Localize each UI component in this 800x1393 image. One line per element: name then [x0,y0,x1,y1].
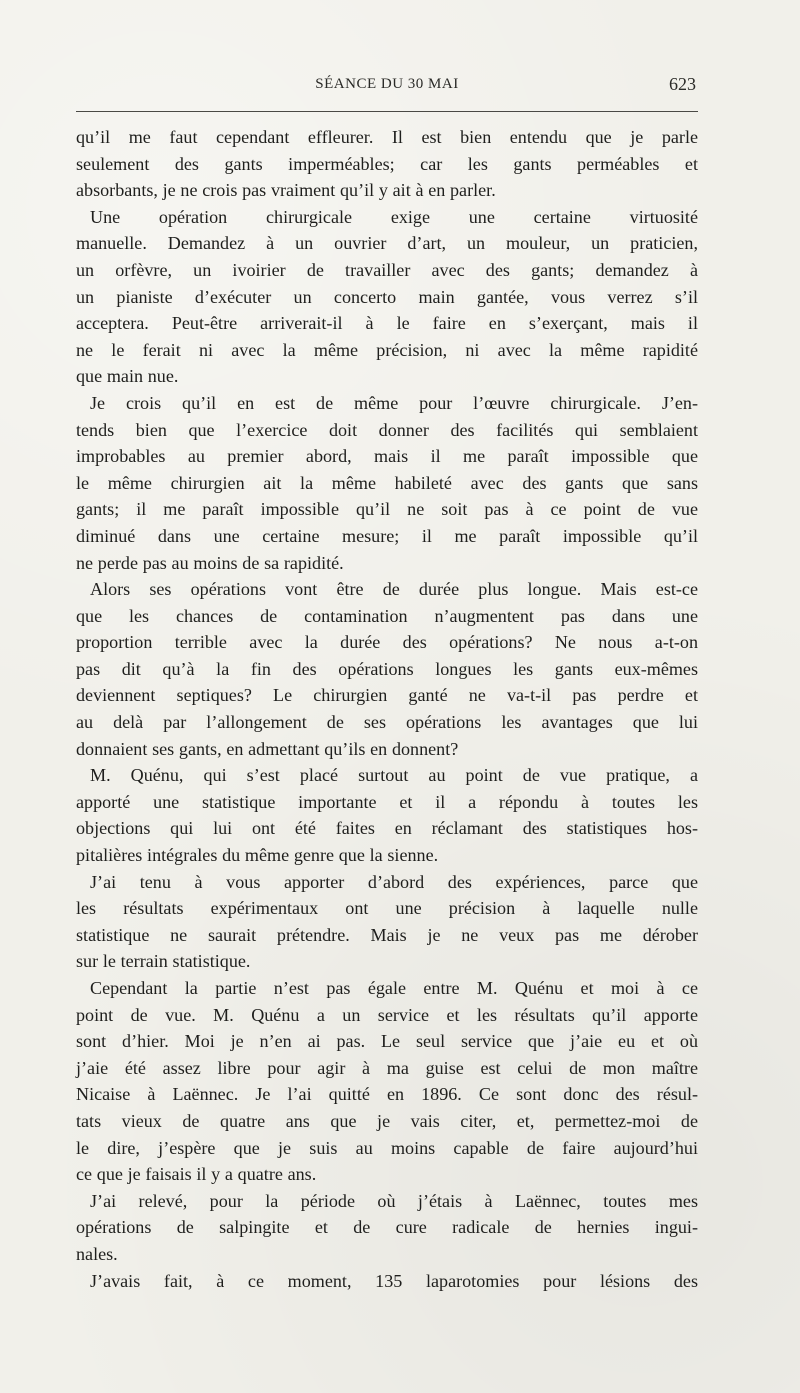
text-line: deviennent septiques? Le chirurgien ganté ne va-t-il pas perdre et [76,685,698,706]
text-line: objections qui lui ont été faites en réclamant des statistiques hos- [76,818,698,839]
paragraph [76,762,698,868]
paragraph [76,390,698,576]
text-line: diminué dans une certaine mesure; il me paraît impossible qu’il [76,525,698,546]
text-line: acceptera. Peut-être arriverait-il à le faire en s’exerçant, mais il [76,313,698,334]
text-line: proportion terrible avec la durée des opérations? Ne nous a-t-on [76,632,698,653]
page-number: 623 [669,74,696,94]
text-line: absorbants, je ne crois pas vraiment qu’il y ait à en parler. [76,180,496,201]
text-line: ce que je faisais il y a quatre ans. [76,1164,317,1185]
paragraph [76,869,698,975]
text-line: opérations de salpingite et de cure radicale de hernies ingui- [76,1217,698,1238]
text-line: sont d’hier. Moi je n’en ai pas. Le seul service que j’aie eu et où [76,1031,698,1052]
text-line: ne perde pas au moins de sa rapidité. [76,552,344,573]
text-line: un orfèvre, un ivoirier de travailler avec des gants; demandez à [76,259,698,280]
text-line: sur le terrain statistique. [76,951,251,972]
paragraph [76,1188,698,1268]
text-line: M. Quénu, qui s’est placé surtout au point de vue pratique, a [90,765,698,786]
paragraph [76,204,698,390]
text-line: nales. [76,1243,118,1264]
text-line: pas dit qu’à la fin des opérations longues les gants eux-mêmes [76,658,698,679]
text-line: au delà par l’allongement de ses opérations les avantages que lui [76,712,698,733]
text-line: Je crois qu’il en est de même pour l’œuvre chirurgicale. J’en- [90,392,698,413]
text-line: les résultats expérimentaux ont une précision à laquelle nulle [76,898,698,919]
paragraph [76,576,698,762]
header-rule [76,111,698,112]
text-line: manuelle. Demandez à un ouvrier d’art, un mouleur, un praticien, [76,233,698,254]
text-line: J’ai relevé, pour la période où j’étais à Laënnec, toutes mes [90,1190,698,1211]
text-line: donnaient ses gants, en admettant qu’ils en donnent? [76,738,459,759]
text-line: ne le ferait ni avec la même précision, ni avec la même rapidité [76,339,698,360]
text-line: J’avais fait, à ce moment, 135 laparotomies pour lésions des [90,1270,698,1291]
text-line: seulement des gants imperméables; car les gants perméables et [76,153,698,174]
page-header [78,68,696,102]
text-line: improbables au premier abord, mais il me paraît impossible que [76,446,698,467]
text-line: statistique ne saurait prétendre. Mais je ne veux pas me dérober [76,924,698,945]
paragraph [76,124,698,204]
text-line: tats vieux de quatre ans que je vais citer, et, permettez-moi de [76,1110,698,1131]
text-line: le même chirurgien ait la même habileté avec des gants que sans [76,472,698,493]
paragraph [76,1268,698,1295]
body-text [76,124,698,1294]
text-line: un pianiste d’exécuter un concerto main gantée, vous verrez s’il [76,286,698,307]
text-line: point de vue. M. Quénu a un service et les résultats qu’il apporte [76,1004,698,1025]
text-line: Nicaise à Laënnec. Je l’ai quitté en 1896. Ce sont donc des résul- [76,1084,698,1105]
text-line: apporté une statistique importante et il a répondu à toutes les [76,791,698,812]
text-line: que main nue. [76,366,179,387]
text-line: tends bien que l’exercice doit donner des facilités qui semblaient [76,419,698,440]
text-line: Alors ses opérations vont être de durée plus longue. Mais est-ce [90,579,698,600]
running-title: SÉANCE DU 30 MAI [315,76,459,92]
text-line: Cependant la partie n’est pas égale entre M. Quénu et moi à ce [90,978,698,998]
paragraph [76,975,698,1188]
text-line: pitalières intégrales du même genre que la sienne. [76,845,439,866]
text-line: qu’il me faut cependant effleurer. Il est bien entendu que je parle [76,127,698,147]
text-line: gants; il me paraît impossible qu’il ne soit pas à ce point de vue [76,499,698,520]
text-line: le dire, j’espère que je suis au moins capable de faire aujourd’hui [76,1137,698,1158]
text-line: j’aie été assez libre pour agir à ma guise est celui de mon maître [76,1057,698,1078]
text-line: Une opération chirurgicale exige une certaine virtuosité [90,206,698,227]
text-line: J’ai tenu à vous apporter d’abord des expériences, parce que [90,871,698,892]
text-line: que les chances de contamination n’augmentent pas dans une [76,605,698,626]
